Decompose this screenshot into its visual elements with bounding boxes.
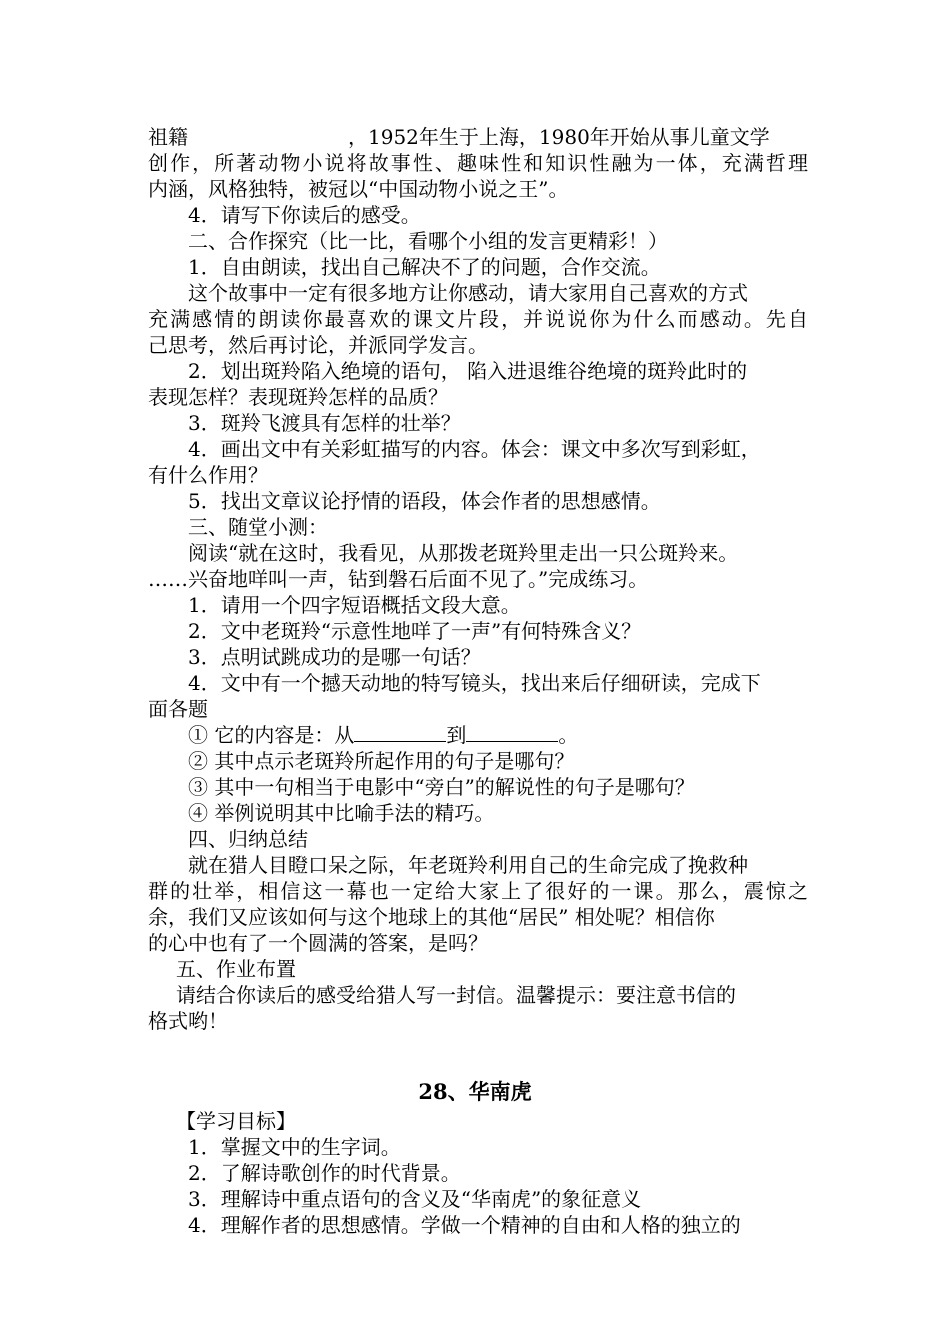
sub-question-2: ② 其中点示老斑羚所起作用的句子是哪句？ (188, 749, 575, 773)
sub-question-1-suffix: 。 (558, 723, 579, 747)
section-2-heading: 二、合作探究（比一比，看哪个小组的发言更精彩！） (188, 229, 668, 253)
learning-goal-1: 1．掌握文中的生字词。 (188, 1135, 401, 1159)
sub-question-4: ④ 举例说明其中比喻手法的精巧。 (188, 801, 495, 825)
section-2-question-2-line-2: 表现怎样？表现斑羚怎样的品质？ (148, 385, 448, 409)
section-3-question-2: 2．文中老斑羚“示意性地咩了一声”有何特殊含义？ (188, 619, 642, 643)
section-4-paragraph-line-2: 群的壮举，相信这一幕也一定给大家上了很好的一课。那么，震惊之 (148, 879, 808, 903)
section-2-paragraph-line-1: 这个故事中一定有很多地方让你感动，请大家用自己喜欢的方式 (188, 281, 748, 305)
intro-line-2: 创作，所著动物小说将故事性、趣味性和知识性融为一体，充满哲理 (148, 151, 808, 175)
section-2-question-5: 5．找出文章议论抒情的语段，体会作者的思想感情。 (188, 489, 661, 513)
learning-goal-3: 3．理解诗中重点语句的含义及“华南虎”的象征意义 (188, 1187, 642, 1211)
fill-blank-from[interactable] (354, 723, 446, 742)
section-4-paragraph-line-4: 的心中也有了一个圆满的答案，是吗？ (148, 931, 488, 955)
learning-goal-2: 2．了解诗歌创作的时代背景。 (188, 1161, 461, 1185)
section-3-reading-line-1: 阅读“就在这时，我看见，从那拨老斑羚里走出一只公斑羚来。 (188, 541, 739, 565)
section-3-question-4-line-2: 面各题 (148, 697, 208, 721)
sub-question-1-middle: 到 (446, 723, 467, 747)
section-3-question-4-line-1: 4．文中有一个撼天动地的特写镜头，找出来后仔细研读，完成下 (188, 671, 761, 695)
lesson-title: 28、华南虎 (418, 1079, 532, 1104)
intro-line-1-suffix: ，1952年生于上海，1980年开始从事儿童文学 (348, 125, 770, 149)
section-4-paragraph-line-1: 就在猎人目瞪口呆之际，年老斑羚利用自己的生命完成了挽救种 (188, 853, 748, 877)
section-3-reading-line-2: ……兴奋地咩叫一声，钻到磐石后面不见了。”完成练习。 (148, 567, 649, 591)
section-3-heading: 三、随堂小测： (188, 515, 328, 539)
section-4-heading: 四、归纳总结 (188, 827, 308, 851)
fill-blank-to[interactable] (466, 723, 558, 742)
intro-line-3: 内涵，风格独特，被冠以“中国动物小说之王”。 (148, 177, 569, 201)
sub-question-3: ③ 其中一句相当于电影中“旁白”的解说性的句子是哪句？ (188, 775, 695, 799)
section-4-paragraph-line-3: 余，我们又应该如何与这个地球上的其他“居民” 相处呢？相信你 (148, 905, 715, 929)
learning-goals-heading: 【学习目标】 (176, 1109, 296, 1133)
section-3-question-1: 1．请用一个四字短语概括文段大意。 (188, 593, 521, 617)
question-4: 4．请写下你读后的感受。 (188, 203, 421, 227)
section-5-paragraph-line-2: 格式哟！ (148, 1009, 228, 1033)
section-3-question-3: 3．点明试跳成功的是哪一句话？ (188, 645, 481, 669)
section-2-question-1: 1．自由朗读，找出自己解决不了的问题，合作交流。 (188, 255, 661, 279)
section-2-question-2-line-1: 2．划出斑羚陷入绝境的语句， 陷入进退维谷绝境的斑羚此时的 (188, 359, 748, 383)
section-5-heading: 五、作业布置 (176, 957, 296, 981)
section-2-paragraph-line-2: 充满感情的朗读你最喜欢的课文片段，并说说你为什么而感动。先自 (148, 307, 808, 331)
sub-question-1-prefix: ① 它的内容是：从 (188, 723, 355, 747)
section-2-paragraph-line-3: 己思考，然后再讨论，并派同学发言。 (148, 333, 488, 357)
learning-goal-4: 4．理解作者的思想感情。学做一个精神的自由和人格的独立的 (188, 1213, 741, 1237)
intro-line-1-prefix: 祖籍 (148, 125, 188, 149)
intro-line-1 (148, 124, 770, 150)
sub-question-1 (188, 722, 578, 748)
section-2-question-3: 3．斑羚飞渡具有怎样的壮举？ (188, 411, 461, 435)
section-5-paragraph-line-1: 请结合你读后的感受给猎人写一封信。温馨提示：要注意书信的 (176, 983, 736, 1007)
section-2-question-4-line-1: 4．画出文中有关彩虹描写的内容。体会：课文中多次写到彩虹， (188, 437, 761, 461)
section-2-question-4-line-2: 有什么作用？ (148, 463, 268, 487)
